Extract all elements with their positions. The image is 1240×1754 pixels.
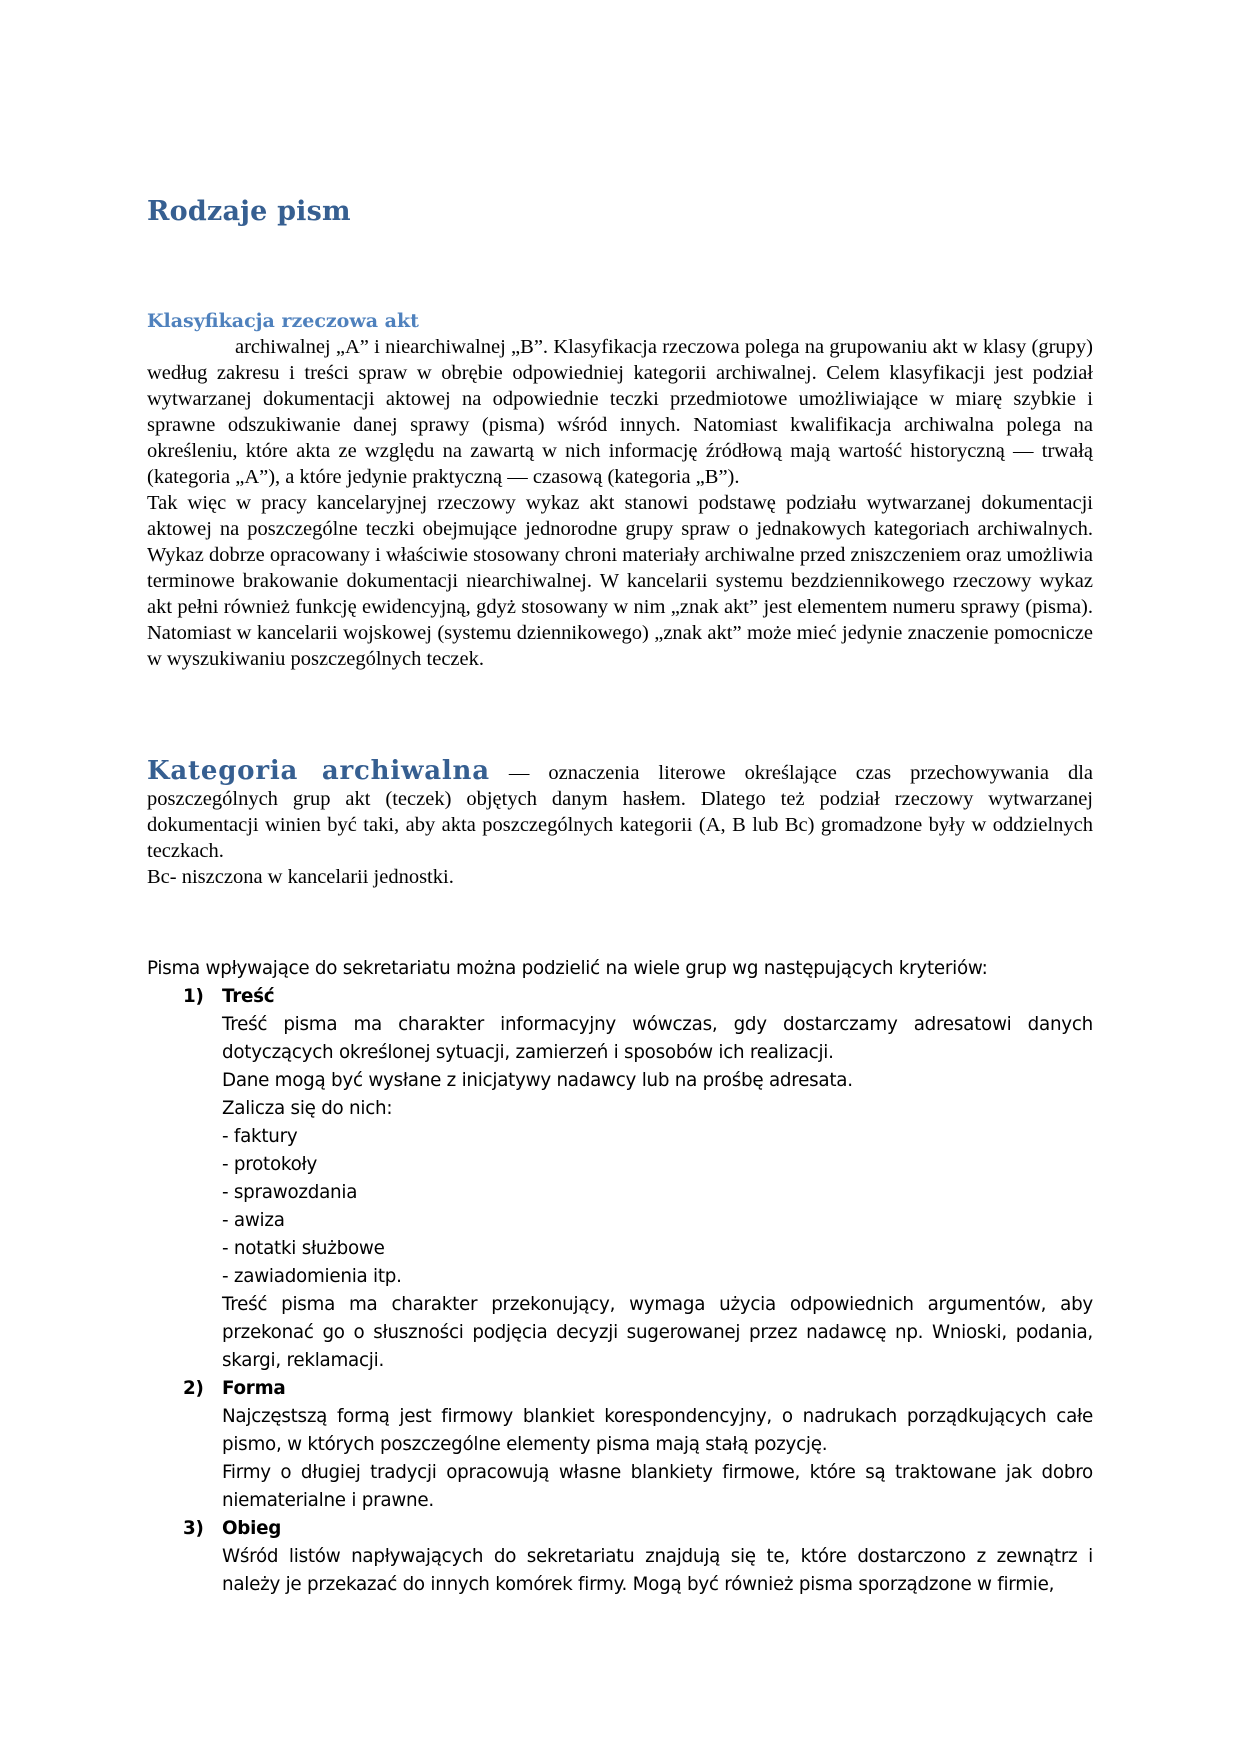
kategoria-bc-note: Bc- niszczona w kancelarii jednostki. [147, 866, 454, 888]
klasyfikacja-heading: Klasyfikacja rzeczowa akt [147, 310, 419, 332]
list-item: Dane mogą być wysłane z inicjatywy nadawcy lub na prośbę adresata. [222, 1070, 853, 1091]
kategoria-paragraph [147, 758, 1093, 864]
list-item: Najczęstszą formą jest firmowy blankiet korespondencyjny, o nadrukach porządkujących całe pismo, w których poszczególne elementy pisma mają stałą pozycję. [222, 1406, 1093, 1455]
pisma-intro: Pisma wpływające do sekretariatu można podzielić na wiele grup wg następujących kryteriów: [147, 958, 988, 979]
list-item: - notatki służbowe [222, 1238, 385, 1259]
klasyfikacja-paragraph-2: Tak więc w pracy kancelaryjnej rzeczowy wykaz akt stanowi podstawę podziału wytwarzanej dokumentacji aktowej na poszczególne teczki obejmujące jednorodne grupy spraw o jednakowych kategoriach archiwalnych. Wykaz dobrze opracowany i właściwie stosowany chroni materiały archiwalne przed zniszczeniem oraz umożliwia terminowe brakowanie dokumentacji niearchiwalnej. W kancelarii systemu bezdziennikowego rzeczowy wykaz akt pełni również funkcję ewidencyjną, gdyż stosowany w nim „znak akt” jest elementem numeru sprawy (pisma). Natomiast w kancelarii wojskowej (systemu dziennikowego) „znak akt” może mieć jedynie znaczenie pomocnicze w wyszukiwaniu poszczególnych teczek. [147, 492, 1093, 670]
page-title: Rodzaje pism [147, 196, 351, 227]
list-item: - protokoły [222, 1154, 318, 1175]
list-item: Wśród listów napływających do sekretariatu znajdują się te, które dostarczono z zewnątrz i należy je przekazać do innych komórek firmy. Mogą być również pisma sporządzone w firmie, [222, 1546, 1093, 1595]
list-item-tresc-title: 1) Treść [183, 986, 275, 1007]
kategoria-heading: Kategoria archiwalna [147, 756, 490, 786]
list-item-forma-title: 2) Forma [183, 1378, 286, 1399]
list-item: Treść pisma ma charakter informacyjny wówczas, gdy dostarczamy adresatowi danych dotyczących określonej sytuacji, zamierzeń i sposobów ich realizacji. [222, 1014, 1093, 1063]
klasyfikacja-section [147, 308, 1093, 672]
list-item: - awiza [222, 1210, 285, 1231]
list-item: Treść pisma ma charakter przekonujący, wymaga użycia odpowiednich argumentów, aby przekonać go o słuszności podjęcia decyzji sugerowanej przez nadawcę np. Wnioski, podania, skargi, reklamacji. [222, 1294, 1093, 1371]
list-item: Firmy o długiej tradycji opracowują własne blankiety firmowe, które są traktowane jak dobro niematerialne i prawne. [222, 1462, 1093, 1511]
pisma-section [147, 955, 1093, 1599]
list-item-obieg-title: 3) Obieg [183, 1518, 282, 1539]
klasyfikacja-paragraph-1: archiwalnej „A” i niearchiwalnej „B”. Klasyfikacja rzeczowa polega na grupowaniu akt w klasy (grupy) według zakresu i treści spraw w obrębie odpowiedniej kategorii archiwalnej. Celem klasyfikacji jest podział wytwarzanej dokumentacji aktowej na odpowiednie teczki przedmiotowe umożliwiające w miarę szybkie i sprawne odszukiwanie danej sprawy (pisma) wśród innych. Natomiast kwalifikacja archiwalna polega na określeniu, które akta ze względu na zawartą w nich informację źródłową mają wartość historyczną — trwałą (kategoria „A”), a które jedynie praktyczną — czasową (kategoria „B”). [147, 336, 1093, 488]
list-item: - faktury [222, 1126, 298, 1147]
list-item: Zalicza się do nich: [222, 1098, 393, 1119]
kategoria-section [147, 758, 1093, 890]
list-item: - sprawozdania [222, 1182, 358, 1203]
kategoria-text: — oznaczenia literowe określające czas przechowywania dla poszczególnych grup akt (teczek) objętych danym hasłem. Dlatego też podział rzeczowy wytwarzanej dokumentacji winien być taki, aby akta poszczególnych kategorii (A, B lub Bc) gromadzone były w oddzielnych teczkach. [147, 762, 1093, 862]
list-item: - zawiadomienia itp. [222, 1266, 402, 1287]
